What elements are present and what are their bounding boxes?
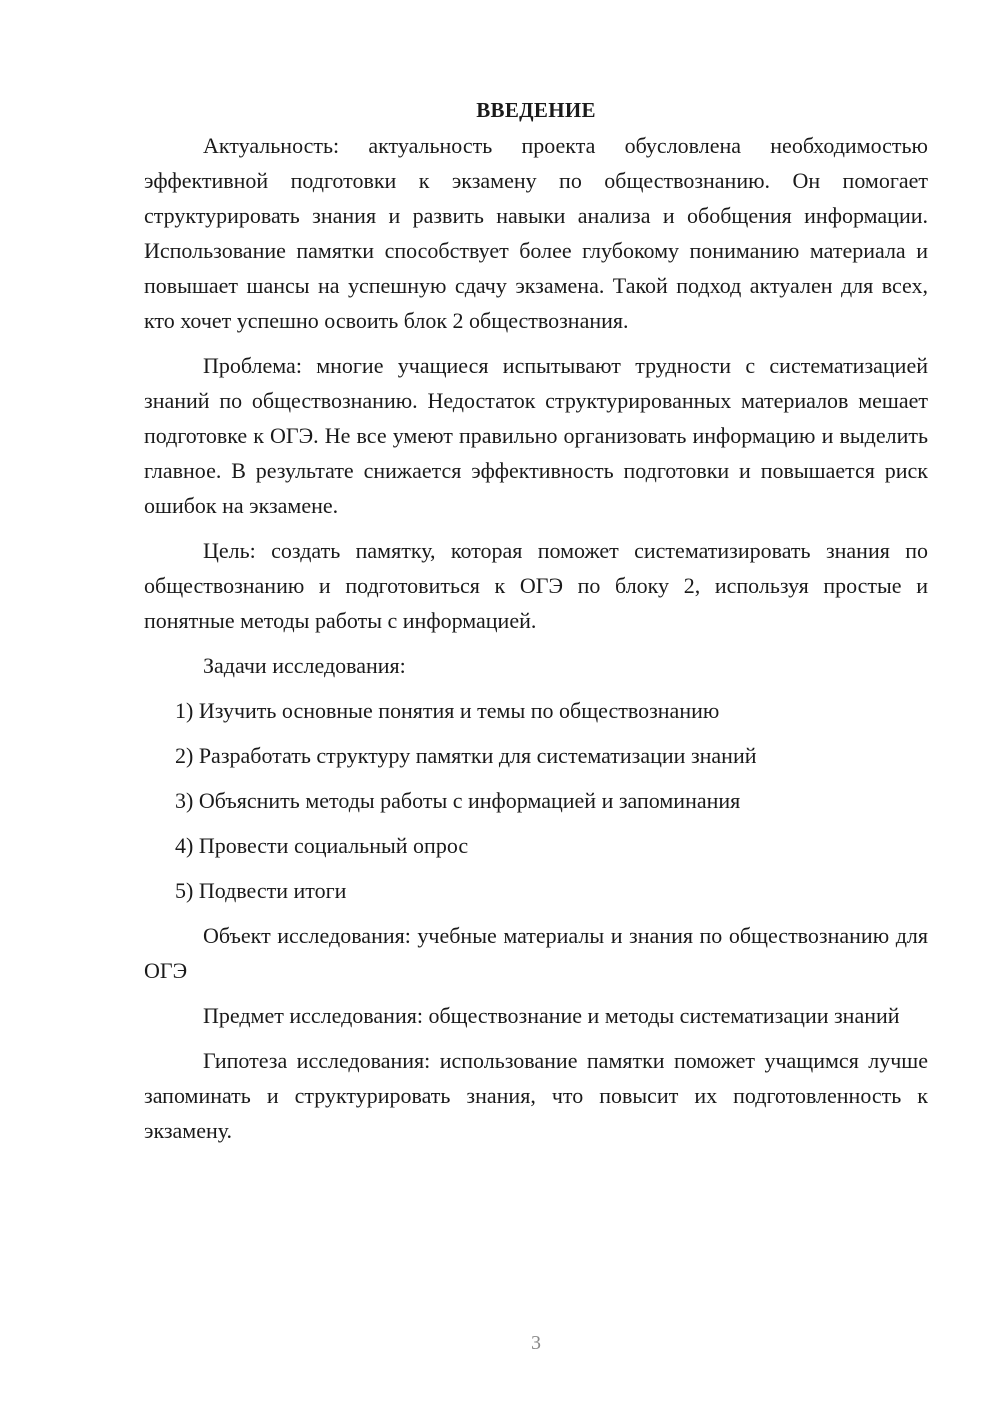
object-paragraph: Объект исследования: учебные материалы и знания по обществознанию для ОГЭ	[144, 923, 928, 983]
problem-paragraph: Проблема: многие учащиеся испытывают трудности с систематизацией знаний по обществознанию. Недостаток структурированных материалов мешает подготовке к ОГЭ. Не все умеют правильно организовать информацию и выделить главное. В результате снижается эффективность подготовки и повышается риск ошибок на экзамене.	[144, 353, 928, 518]
relevance-paragraph: Актуальность: актуальность проекта обусловлена необходимостью эффективной подготовки к экзамену по обществознанию. Он помогает структурировать знания и развить навыки анализа и обобщения информации. Использование памятки способствует более глубокому пониманию материала и повышает шансы на успешную сдачу экзамена. Такой подход актуален для всех, кто хочет успешно освоить блок 2 обществознания.	[144, 133, 928, 333]
tasks-heading: Задачи исследования:	[203, 653, 406, 678]
task-list	[144, 693, 928, 908]
document-page	[144, 93, 928, 1148]
hypothesis-paragraph: Гипотеза исследования: использование памятки поможет учащимся лучше запоминать и структурировать знания, что повысит их подготовленность к экзамену.	[144, 1048, 928, 1143]
task-item: 5) Подвести итоги	[175, 878, 347, 903]
section-title: ВВЕДЕНИЕ	[476, 98, 596, 122]
task-item: 1) Изучить основные понятия и темы по обществознанию	[175, 698, 720, 723]
task-item: 2) Разработать структуру памятки для систематизации знаний	[175, 743, 757, 768]
task-item: 3) Объяснить методы работы с информацией и запоминания	[175, 788, 741, 813]
page-number: 3	[531, 1332, 541, 1354]
task-item: 4) Провести социальный опрос	[175, 833, 469, 858]
subject-paragraph: Предмет исследования: обществознание и методы систематизации знаний	[203, 1003, 900, 1028]
goal-paragraph: Цель: создать памятку, которая поможет систематизировать знания по обществознанию и подготовиться к ОГЭ по блоку 2, используя простые и понятные методы работы с информацией.	[144, 538, 928, 633]
